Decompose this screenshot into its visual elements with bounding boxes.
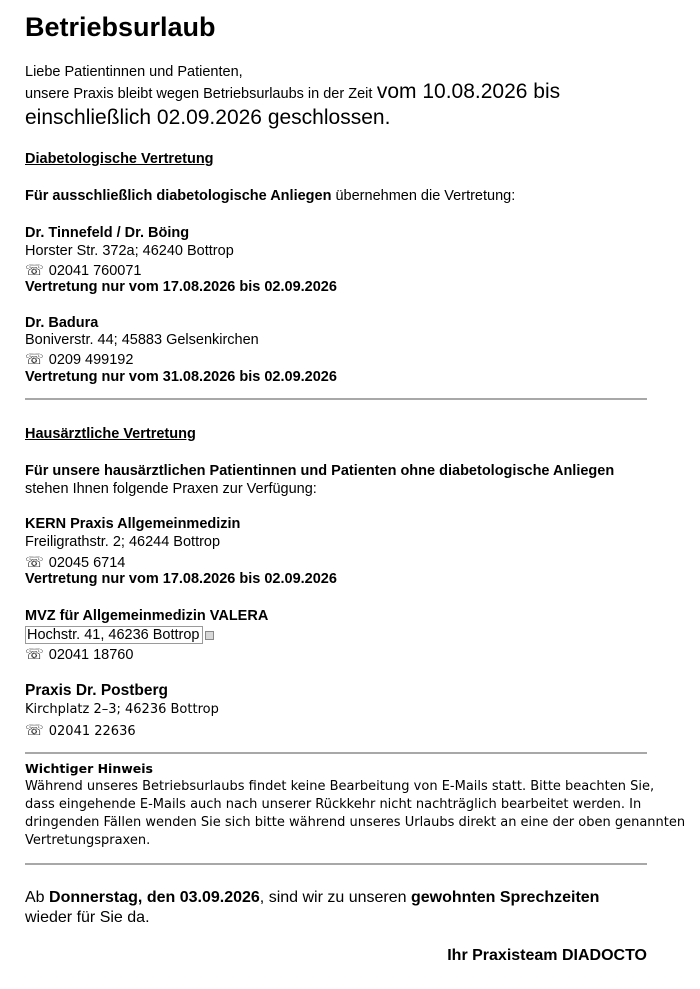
practice-note: Vertretung nur vom 17.08.2026 bis 02.09.2026 <box>25 571 337 587</box>
notice-line: dringenden Fällen wenden Sie sich bitte während unseres Urlaubs direkt an eine der oben genannten <box>25 815 686 830</box>
closure-line: unsere Praxis bleibt wegen Betriebsurlaubs in der Zeit vom 10.08.2026 bis <box>25 80 561 103</box>
return-line-2: wieder für Sie da. <box>25 909 150 926</box>
gp-lead-rest: stehen Ihnen folgende Praxen zur Verfügung: <box>25 481 317 497</box>
practice-phone: ☏ 02045 6714 <box>25 554 126 571</box>
phone-icon: ☏ <box>25 554 44 571</box>
practice-address: Freiligrathstr. 2; 46244 Bottrop <box>25 534 221 550</box>
practice-address: Boniverstr. 44; 45883 Gelsenkirchen <box>25 332 259 348</box>
link-marker-icon <box>205 631 214 640</box>
practice-address: Horster Str. 372a; 46240 Bottrop <box>25 243 234 259</box>
diabetology-lead: Für ausschließlich diabetologische Anliegen übernehmen die Vertretung: <box>25 188 516 204</box>
signature: Ihr Praxisteam DIADOCTO <box>447 947 647 964</box>
notice-line: Vertretungspraxen. <box>25 833 151 848</box>
notice-line: Während unseres Betriebsurlaubs findet keine Bearbeitung von E-Mails statt. Bitte beachten Sie, <box>25 779 655 794</box>
practice-phone: ☏ 0209 499192 <box>25 351 134 368</box>
section-heading-diabetology: Diabetologische Vertretung <box>25 151 214 167</box>
page-title: Betriebsurlaub <box>25 12 216 42</box>
closure-line-2: einschließlich 02.09.2026 geschlossen. <box>25 106 391 129</box>
practice-note: Vertretung nur vom 31.08.2026 bis 02.09.2026 <box>25 369 337 385</box>
practice-phone: ☏ 02041 18760 <box>25 646 134 663</box>
notice-line: dass eingehende E-Mails auch nach unserer Rückkehr nicht nachträglich bearbeitet werden. In <box>25 797 642 812</box>
divider <box>25 752 647 754</box>
divider <box>25 863 647 865</box>
greeting: Liebe Patientinnen und Patienten, <box>25 64 243 80</box>
section-heading-gp: Hausärztliche Vertretung <box>25 426 196 442</box>
phone-icon: ☏ <box>25 721 44 739</box>
phone-icon: ☏ <box>25 646 44 663</box>
practice-address: Hochstr. 41, 46236 Bottrop <box>25 626 214 644</box>
practice-phone: ☏ 02041 760071 <box>25 262 142 279</box>
return-line: Ab Donnerstag, den 03.09.2026, sind wir zu unseren gewohnten Sprechzeiten <box>25 889 600 906</box>
practice-address: Kirchplatz 2–3; 46236 Bottrop <box>25 702 219 717</box>
practice-phone: ☏ 02041 22636 <box>25 721 136 739</box>
gp-lead-bold: Für unsere hausärztlichen Patientinnen und Patienten ohne diabetologische Anliegen <box>25 463 615 479</box>
practice-name: KERN Praxis Allgemeinmedizin <box>25 516 241 532</box>
practice-name: Dr. Tinnefeld / Dr. Böing <box>25 225 190 241</box>
phone-icon: ☏ <box>25 262 44 279</box>
notice-heading: Wichtiger Hinweis <box>25 761 153 776</box>
practice-note: Vertretung nur vom 17.08.2026 bis 02.09.2026 <box>25 279 337 295</box>
practice-name: Dr. Badura <box>25 315 99 331</box>
divider <box>25 398 647 400</box>
phone-icon: ☏ <box>25 351 44 368</box>
practice-name: MVZ für Allgemeinmedizin VALERA <box>25 608 269 624</box>
practice-name: Praxis Dr. Postberg <box>25 682 169 699</box>
